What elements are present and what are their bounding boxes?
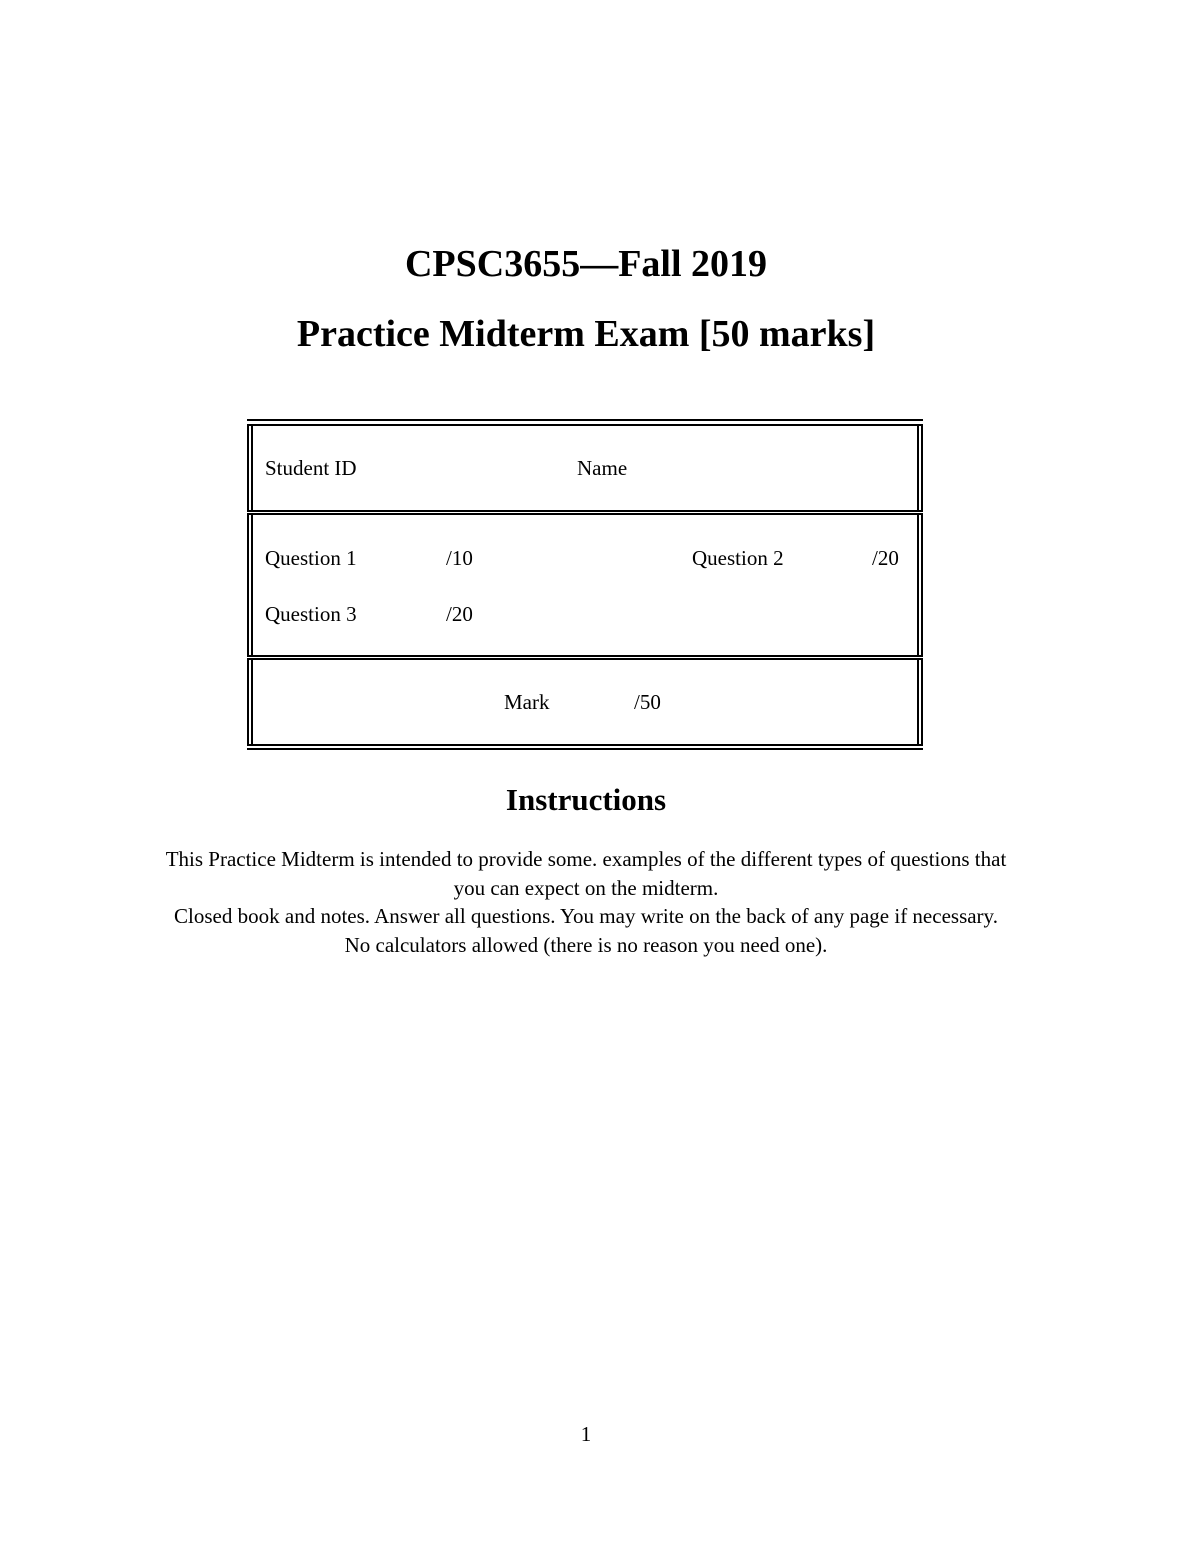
instructions-paragraph: This Practice Midterm is intended to provide some. examples of the different types of questions that you can expect on the midterm. [165, 847, 1007, 900]
mark-max: /50 [634, 690, 661, 714]
question-2-label: Question 2 [692, 546, 784, 570]
question-1-max: /10 [446, 546, 473, 570]
student-info-box [247, 424, 923, 512]
instructions-body [160, 845, 1012, 959]
question-3-max: /20 [446, 602, 473, 626]
total-mark-box [247, 658, 923, 746]
question-1-label: Question 1 [265, 546, 357, 570]
question-2-max: /20 [872, 546, 899, 570]
page-number: 1 [580, 1422, 592, 1446]
grading-table [247, 419, 923, 750]
table-bottom-rule [247, 748, 923, 750]
name-label: Name [577, 456, 628, 480]
table-top-rule [247, 419, 923, 421]
instructions-paragraph: Closed book and notes. Answer all questions. You may write on the back of any page if necessary. No calculators allowed (there is no reason you need one). [174, 904, 998, 957]
instructions-heading: Instructions [505, 782, 667, 817]
exam-title: Practice Midterm Exam [50 marks] [296, 313, 876, 355]
mark-label: Mark [504, 690, 550, 714]
question-scores-box [247, 513, 923, 657]
question-3-label: Question 3 [265, 602, 357, 626]
course-title: CPSC3655—Fall 2019 [404, 243, 768, 285]
student-id-label: Student ID [265, 456, 357, 480]
